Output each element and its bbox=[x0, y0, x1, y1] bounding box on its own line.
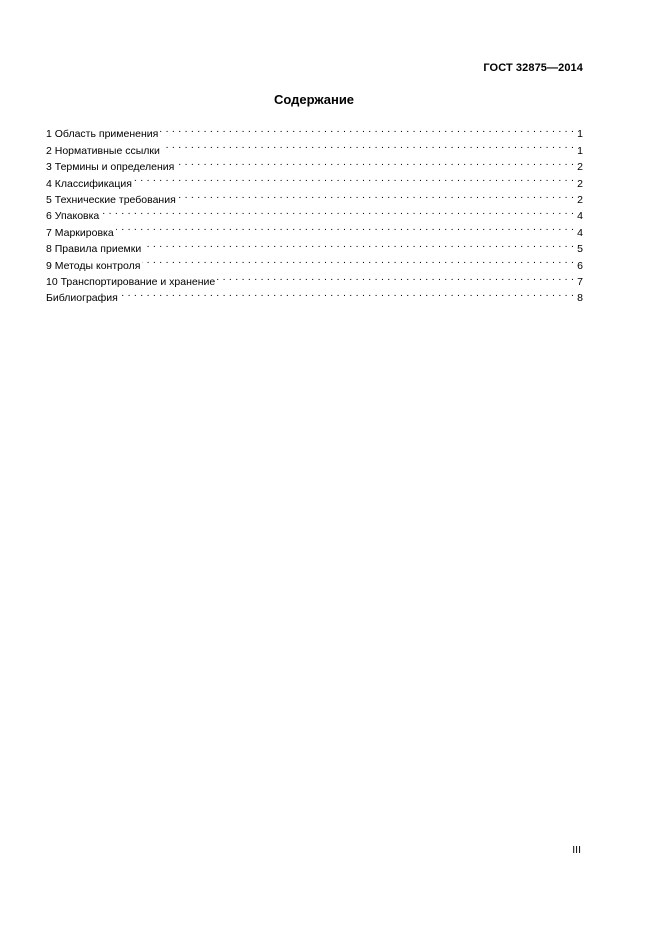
toc-dot-leader bbox=[116, 219, 574, 235]
toc-entry-page: 2 bbox=[577, 161, 583, 174]
document-code: ГОСТ 32875—2014 bbox=[483, 62, 583, 74]
toc-entry-page: 7 bbox=[577, 275, 583, 288]
toc-entry-title: Библиография bbox=[46, 292, 118, 305]
toc-entry-page: 4 bbox=[577, 226, 583, 239]
toc-entry-title: 9 Методы контроля bbox=[46, 259, 141, 272]
toc-dot-leader bbox=[142, 252, 574, 268]
toc-dot-leader bbox=[134, 170, 574, 186]
toc-entry-page: 2 bbox=[577, 177, 583, 190]
toc-entry[interactable] bbox=[46, 236, 583, 256]
toc-entry-page: 8 bbox=[577, 292, 583, 305]
toc-entry-page: 1 bbox=[577, 144, 583, 157]
toc-entry-title: 6 Упаковка bbox=[46, 210, 100, 223]
toc-entry[interactable] bbox=[46, 219, 583, 239]
toc-entry[interactable] bbox=[46, 285, 583, 305]
page-number: III bbox=[572, 844, 581, 856]
toc-dot-leader bbox=[101, 203, 574, 219]
toc-entry-page: 4 bbox=[577, 210, 583, 223]
toc-dot-leader bbox=[160, 121, 574, 137]
toc-entry[interactable] bbox=[46, 203, 583, 223]
toc-entry-title: 4 Классификация bbox=[46, 177, 132, 190]
toc-entry-page: 5 bbox=[577, 243, 583, 256]
toc-entry-title: 2 Нормативные ссылки bbox=[46, 144, 160, 157]
toc-dot-leader bbox=[120, 285, 574, 301]
toc-entry-page: 2 bbox=[577, 193, 583, 206]
toc-title: Содержание bbox=[273, 92, 355, 107]
toc-entry-page: 1 bbox=[577, 128, 583, 141]
toc-entry-page: 6 bbox=[577, 259, 583, 272]
toc-dot-leader bbox=[178, 187, 574, 203]
toc-entry-title: 10 Транспортирование и хранение bbox=[46, 275, 216, 288]
table-of-contents bbox=[46, 121, 583, 305]
toc-entry-title: 8 Правила приемки bbox=[46, 243, 142, 256]
toc-entry[interactable] bbox=[46, 121, 583, 141]
toc-dot-leader bbox=[217, 269, 574, 285]
toc-dot-leader bbox=[143, 236, 574, 252]
toc-entry-title: 3 Термины и определения bbox=[46, 161, 175, 174]
toc-dot-leader bbox=[176, 154, 574, 170]
toc-dot-leader bbox=[162, 137, 574, 153]
toc-entry-title: 1 Область применения bbox=[46, 128, 159, 141]
toc-entry-title: 5 Технические требования bbox=[46, 193, 176, 206]
toc-entry-title: 7 Маркировка bbox=[46, 226, 114, 239]
